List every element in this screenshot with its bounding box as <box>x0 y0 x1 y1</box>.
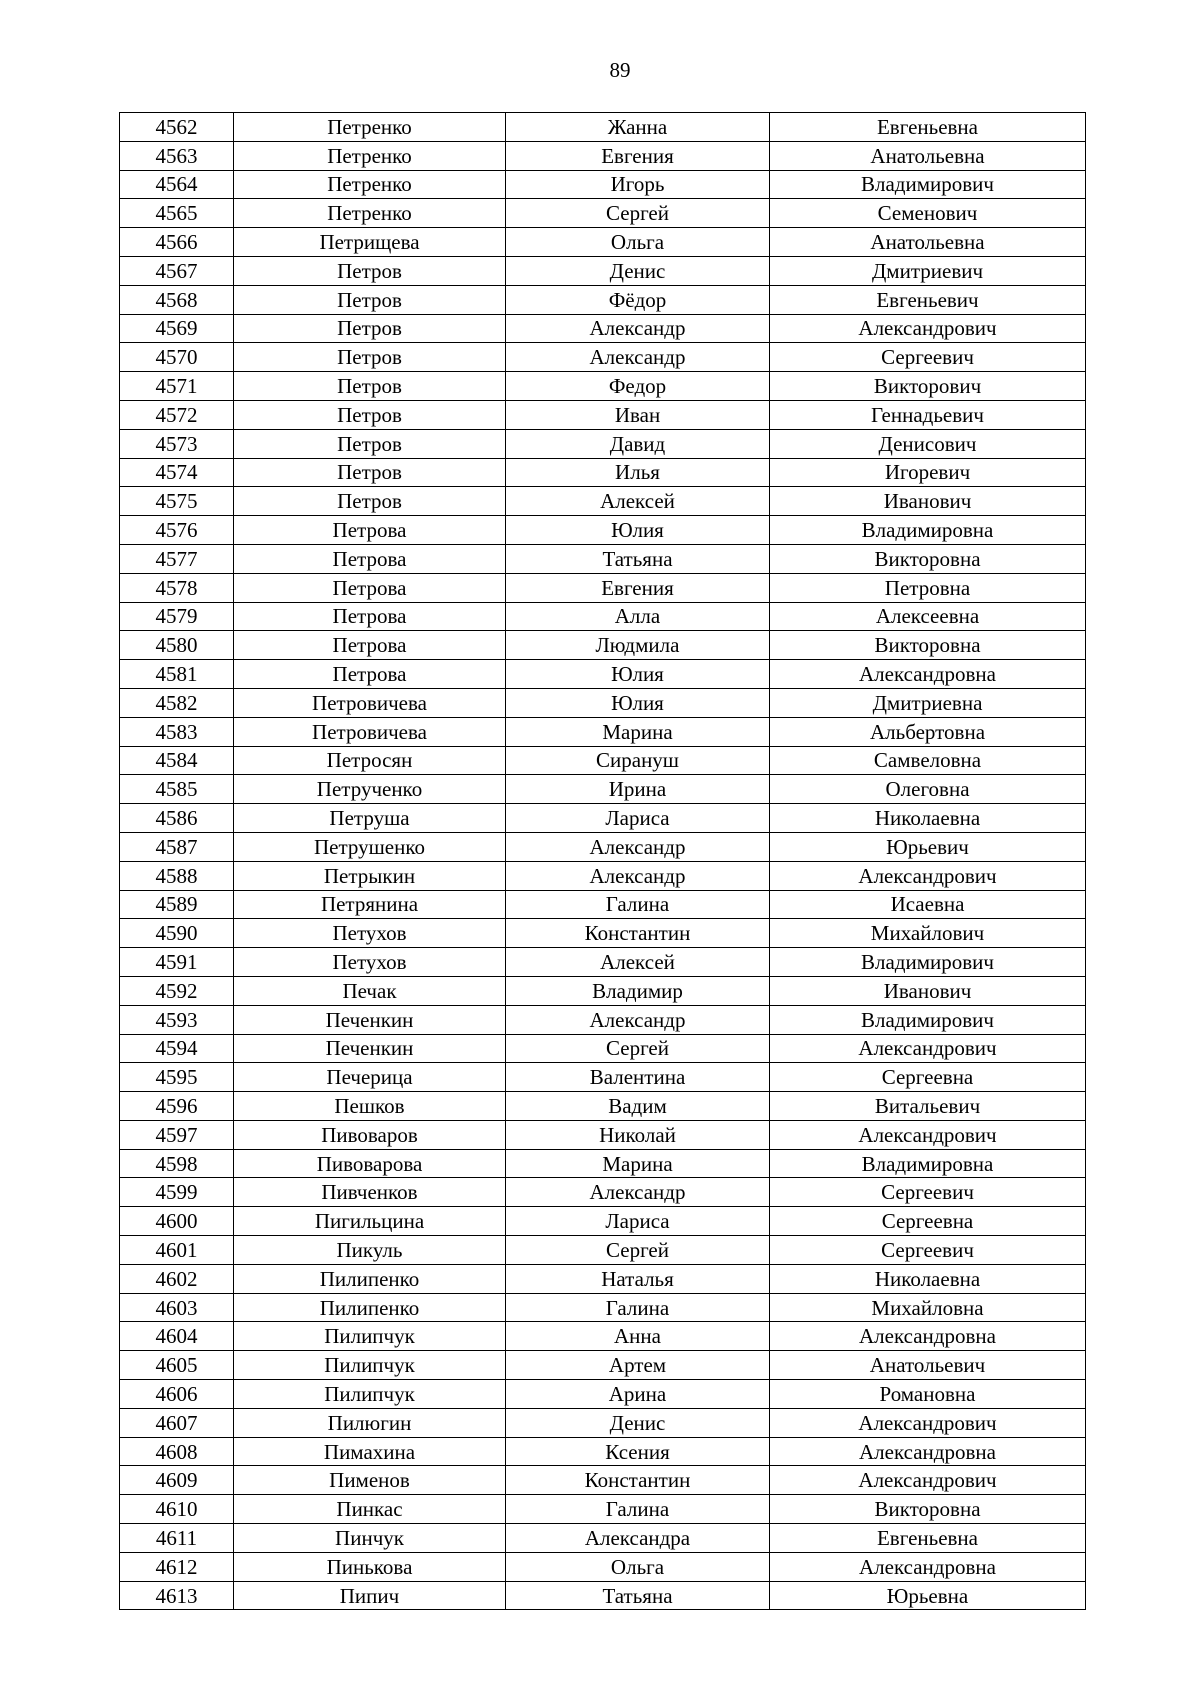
table-row <box>120 717 1086 746</box>
table-row <box>120 429 1086 458</box>
patronymic-cell: Николаевна <box>770 1264 1086 1293</box>
patronymic-cell: Сергеевна <box>770 1207 1086 1236</box>
row-number-cell: 4573 <box>120 429 234 458</box>
first-name-cell: Анна <box>506 1322 770 1351</box>
first-name-cell: Александра <box>506 1524 770 1553</box>
row-number-cell: 4577 <box>120 544 234 573</box>
surname-cell: Петрова <box>234 544 506 573</box>
patronymic-cell: Юрьевна <box>770 1581 1086 1610</box>
patronymic-cell: Викторович <box>770 372 1086 401</box>
surname-cell: Пипич <box>234 1581 506 1610</box>
table-row <box>120 919 1086 948</box>
table-row <box>120 832 1086 861</box>
row-number-cell: 4597 <box>120 1120 234 1149</box>
row-number-cell: 4599 <box>120 1178 234 1207</box>
patronymic-cell: Александровна <box>770 1322 1086 1351</box>
first-name-cell: Галина <box>506 890 770 919</box>
surname-cell: Пилипчук <box>234 1380 506 1409</box>
patronymic-cell: Денисович <box>770 429 1086 458</box>
patronymic-cell: Александрович <box>770 1466 1086 1495</box>
first-name-cell: Ольга <box>506 1552 770 1581</box>
patronymic-cell: Сергеевна <box>770 1063 1086 1092</box>
patronymic-cell: Евгеньевна <box>770 1524 1086 1553</box>
table-row <box>120 1466 1086 1495</box>
table-row <box>120 1322 1086 1351</box>
table-row <box>120 746 1086 775</box>
first-name-cell: Вадим <box>506 1092 770 1121</box>
surname-cell: Петров <box>234 400 506 429</box>
patronymic-cell: Александрович <box>770 314 1086 343</box>
table-row <box>120 602 1086 631</box>
first-name-cell: Людмила <box>506 631 770 660</box>
surname-cell: Петруша <box>234 804 506 833</box>
first-name-cell: Наталья <box>506 1264 770 1293</box>
row-number-cell: 4591 <box>120 948 234 977</box>
first-name-cell: Евгения <box>506 573 770 602</box>
table-row <box>120 1380 1086 1409</box>
surname-cell: Пинкас <box>234 1495 506 1524</box>
patronymic-cell: Викторовна <box>770 544 1086 573</box>
first-name-cell: Александр <box>506 343 770 372</box>
surname-cell: Петровичева <box>234 688 506 717</box>
first-name-cell: Татьяна <box>506 1581 770 1610</box>
first-name-cell: Ксения <box>506 1437 770 1466</box>
surname-cell: Пивоварова <box>234 1149 506 1178</box>
surname-cell: Петренко <box>234 141 506 170</box>
patronymic-cell: Анатольевна <box>770 228 1086 257</box>
patronymic-cell: Николаевна <box>770 804 1086 833</box>
table-row <box>120 199 1086 228</box>
table-row <box>120 1092 1086 1121</box>
first-name-cell: Денис <box>506 1408 770 1437</box>
surname-cell: Пигильцина <box>234 1207 506 1236</box>
first-name-cell: Юлия <box>506 688 770 717</box>
first-name-cell: Александр <box>506 832 770 861</box>
surname-cell: Петров <box>234 487 506 516</box>
surname-cell: Пинчук <box>234 1524 506 1553</box>
patronymic-cell: Михайлович <box>770 919 1086 948</box>
row-number-cell: 4606 <box>120 1380 234 1409</box>
table-row <box>120 660 1086 689</box>
patronymic-cell: Геннадьевич <box>770 400 1086 429</box>
row-number-cell: 4570 <box>120 343 234 372</box>
surname-cell: Пивоваров <box>234 1120 506 1149</box>
table-row <box>120 1264 1086 1293</box>
table-row <box>120 516 1086 545</box>
patronymic-cell: Юрьевич <box>770 832 1086 861</box>
first-name-cell: Юлия <box>506 516 770 545</box>
row-number-cell: 4594 <box>120 1034 234 1063</box>
patronymic-cell: Витальевич <box>770 1092 1086 1121</box>
first-name-cell: Алла <box>506 602 770 631</box>
row-number-cell: 4582 <box>120 688 234 717</box>
table-row <box>120 544 1086 573</box>
table-row <box>120 1524 1086 1553</box>
table-row <box>120 1351 1086 1380</box>
table-row <box>120 487 1086 516</box>
surname-cell: Петрова <box>234 573 506 602</box>
page-number: 89 <box>609 58 631 82</box>
row-number-cell: 4579 <box>120 602 234 631</box>
surname-cell: Петровичева <box>234 717 506 746</box>
table-row <box>120 688 1086 717</box>
patronymic-cell: Евгеньевна <box>770 113 1086 142</box>
row-number-cell: 4593 <box>120 1005 234 1034</box>
table-row <box>120 1207 1086 1236</box>
first-name-cell: Федор <box>506 372 770 401</box>
surname-cell: Печерица <box>234 1063 506 1092</box>
row-number-cell: 4605 <box>120 1351 234 1380</box>
surname-cell: Петрова <box>234 516 506 545</box>
row-number-cell: 4572 <box>120 400 234 429</box>
first-name-cell: Лариса <box>506 804 770 833</box>
surname-cell: Петросян <box>234 746 506 775</box>
first-name-cell: Денис <box>506 256 770 285</box>
surname-cell: Петренко <box>234 170 506 199</box>
first-name-cell: Лариса <box>506 1207 770 1236</box>
surname-cell: Пешков <box>234 1092 506 1121</box>
patronymic-cell: Анатольевич <box>770 1351 1086 1380</box>
surname-cell: Петрова <box>234 631 506 660</box>
row-number-cell: 4578 <box>120 573 234 602</box>
patronymic-cell: Александрович <box>770 861 1086 890</box>
first-name-cell: Сирануш <box>506 746 770 775</box>
first-name-cell: Александр <box>506 314 770 343</box>
surname-cell: Петрыкин <box>234 861 506 890</box>
surname-cell: Пилюгин <box>234 1408 506 1437</box>
patronymic-cell: Дмитриевна <box>770 688 1086 717</box>
row-number-cell: 4592 <box>120 976 234 1005</box>
patronymic-cell: Игоревич <box>770 458 1086 487</box>
table-row <box>120 1552 1086 1581</box>
table-row <box>120 228 1086 257</box>
patronymic-cell: Викторовна <box>770 1495 1086 1524</box>
surname-cell: Пилипчук <box>234 1322 506 1351</box>
row-number-cell: 4601 <box>120 1236 234 1265</box>
table-row <box>120 804 1086 833</box>
surname-cell: Петрова <box>234 660 506 689</box>
table-row <box>120 1293 1086 1322</box>
patronymic-cell: Александровна <box>770 1437 1086 1466</box>
table-row <box>120 1581 1086 1610</box>
table-row <box>120 631 1086 660</box>
first-name-cell: Марина <box>506 1149 770 1178</box>
surname-cell: Пивченков <box>234 1178 506 1207</box>
row-number-cell: 4571 <box>120 372 234 401</box>
first-name-cell: Давид <box>506 429 770 458</box>
surname-cell: Петрищева <box>234 228 506 257</box>
row-number-cell: 4590 <box>120 919 234 948</box>
row-number-cell: 4568 <box>120 285 234 314</box>
patronymic-cell: Альбертовна <box>770 717 1086 746</box>
first-name-cell: Ольга <box>506 228 770 257</box>
first-name-cell: Николай <box>506 1120 770 1149</box>
patronymic-cell: Александрович <box>770 1034 1086 1063</box>
surname-cell: Петрученко <box>234 775 506 804</box>
table-row <box>120 256 1086 285</box>
patronymic-cell: Владимирович <box>770 170 1086 199</box>
surname-cell: Петрянина <box>234 890 506 919</box>
surname-cell: Петров <box>234 429 506 458</box>
patronymic-cell: Владимирович <box>770 948 1086 977</box>
table-row <box>120 1437 1086 1466</box>
patronymic-cell: Александрович <box>770 1120 1086 1149</box>
patronymic-cell: Евгеньевич <box>770 285 1086 314</box>
surname-cell: Петренко <box>234 113 506 142</box>
surname-cell: Петухов <box>234 948 506 977</box>
row-number-cell: 4565 <box>120 199 234 228</box>
table-row <box>120 314 1086 343</box>
table-row <box>120 948 1086 977</box>
row-number-cell: 4574 <box>120 458 234 487</box>
row-number-cell: 4583 <box>120 717 234 746</box>
surname-cell: Пилипенко <box>234 1264 506 1293</box>
surname-cell: Петров <box>234 343 506 372</box>
row-number-cell: 4584 <box>120 746 234 775</box>
patronymic-cell: Сергеевич <box>770 343 1086 372</box>
first-name-cell: Марина <box>506 717 770 746</box>
row-number-cell: 4575 <box>120 487 234 516</box>
table-row <box>120 1120 1086 1149</box>
first-name-cell: Сергей <box>506 1034 770 1063</box>
patronymic-cell: Алексеевна <box>770 602 1086 631</box>
first-name-cell: Илья <box>506 458 770 487</box>
row-number-cell: 4586 <box>120 804 234 833</box>
row-number-cell: 4585 <box>120 775 234 804</box>
row-number-cell: 4566 <box>120 228 234 257</box>
surname-cell: Петрова <box>234 602 506 631</box>
names-table <box>119 112 1086 1610</box>
surname-cell: Петрушенко <box>234 832 506 861</box>
table-row <box>120 458 1086 487</box>
patronymic-cell: Александровна <box>770 1552 1086 1581</box>
table-row <box>120 343 1086 372</box>
patronymic-cell: Семенович <box>770 199 1086 228</box>
first-name-cell: Александр <box>506 1178 770 1207</box>
row-number-cell: 4604 <box>120 1322 234 1351</box>
row-number-cell: 4610 <box>120 1495 234 1524</box>
patronymic-cell: Исаевна <box>770 890 1086 919</box>
surname-cell: Петухов <box>234 919 506 948</box>
first-name-cell: Сергей <box>506 1236 770 1265</box>
surname-cell: Петров <box>234 314 506 343</box>
row-number-cell: 4562 <box>120 113 234 142</box>
row-number-cell: 4612 <box>120 1552 234 1581</box>
first-name-cell: Галина <box>506 1293 770 1322</box>
first-name-cell: Евгения <box>506 141 770 170</box>
row-number-cell: 4581 <box>120 660 234 689</box>
row-number-cell: 4587 <box>120 832 234 861</box>
first-name-cell: Иван <box>506 400 770 429</box>
patronymic-cell: Михайловна <box>770 1293 1086 1322</box>
row-number-cell: 4569 <box>120 314 234 343</box>
row-number-cell: 4564 <box>120 170 234 199</box>
first-name-cell: Александр <box>506 861 770 890</box>
surname-cell: Петров <box>234 285 506 314</box>
first-name-cell: Александр <box>506 1005 770 1034</box>
row-number-cell: 4576 <box>120 516 234 545</box>
first-name-cell: Алексей <box>506 948 770 977</box>
row-number-cell: 4608 <box>120 1437 234 1466</box>
row-number-cell: 4611 <box>120 1524 234 1553</box>
table-row <box>120 285 1086 314</box>
surname-cell: Петров <box>234 458 506 487</box>
surname-cell: Печак <box>234 976 506 1005</box>
first-name-cell: Алексей <box>506 487 770 516</box>
patronymic-cell: Александровна <box>770 660 1086 689</box>
row-number-cell: 4589 <box>120 890 234 919</box>
row-number-cell: 4613 <box>120 1581 234 1610</box>
surname-cell: Петренко <box>234 199 506 228</box>
first-name-cell: Фёдор <box>506 285 770 314</box>
patronymic-cell: Анатольевна <box>770 141 1086 170</box>
surname-cell: Пимахина <box>234 1437 506 1466</box>
table-row <box>120 1063 1086 1092</box>
first-name-cell: Арина <box>506 1380 770 1409</box>
patronymic-cell: Александрович <box>770 1408 1086 1437</box>
table-row <box>120 573 1086 602</box>
first-name-cell: Татьяна <box>506 544 770 573</box>
table-row <box>120 976 1086 1005</box>
table-row <box>120 1005 1086 1034</box>
first-name-cell: Сергей <box>506 199 770 228</box>
table-row <box>120 861 1086 890</box>
first-name-cell: Ирина <box>506 775 770 804</box>
first-name-cell: Жанна <box>506 113 770 142</box>
patronymic-cell: Викторовна <box>770 631 1086 660</box>
surname-cell: Пикуль <box>234 1236 506 1265</box>
row-number-cell: 4596 <box>120 1092 234 1121</box>
first-name-cell: Игорь <box>506 170 770 199</box>
first-name-cell: Владимир <box>506 976 770 1005</box>
row-number-cell: 4602 <box>120 1264 234 1293</box>
surname-cell: Пилипчук <box>234 1351 506 1380</box>
surname-cell: Петров <box>234 372 506 401</box>
surname-cell: Печенкин <box>234 1034 506 1063</box>
names-table-body <box>120 113 1086 1610</box>
table-row <box>120 141 1086 170</box>
patronymic-cell: Самвеловна <box>770 746 1086 775</box>
table-row <box>120 1236 1086 1265</box>
first-name-cell: Константин <box>506 1466 770 1495</box>
patronymic-cell: Петровна <box>770 573 1086 602</box>
patronymic-cell: Владимирович <box>770 1005 1086 1034</box>
row-number-cell: 4603 <box>120 1293 234 1322</box>
first-name-cell: Галина <box>506 1495 770 1524</box>
surname-cell: Пименов <box>234 1466 506 1495</box>
table-row <box>120 400 1086 429</box>
table-row <box>120 1034 1086 1063</box>
surname-cell: Пинькова <box>234 1552 506 1581</box>
table-row <box>120 372 1086 401</box>
patronymic-cell: Романовна <box>770 1380 1086 1409</box>
row-number-cell: 4607 <box>120 1408 234 1437</box>
table-row <box>120 1149 1086 1178</box>
table-row <box>120 1178 1086 1207</box>
patronymic-cell: Дмитриевич <box>770 256 1086 285</box>
table-row <box>120 775 1086 804</box>
patronymic-cell: Иванович <box>770 487 1086 516</box>
surname-cell: Пилипенко <box>234 1293 506 1322</box>
row-number-cell: 4595 <box>120 1063 234 1092</box>
table-row <box>120 113 1086 142</box>
patronymic-cell: Владимировна <box>770 516 1086 545</box>
row-number-cell: 4567 <box>120 256 234 285</box>
patronymic-cell: Владимировна <box>770 1149 1086 1178</box>
row-number-cell: 4600 <box>120 1207 234 1236</box>
table-row <box>120 890 1086 919</box>
patronymic-cell: Иванович <box>770 976 1086 1005</box>
row-number-cell: 4563 <box>120 141 234 170</box>
row-number-cell: 4609 <box>120 1466 234 1495</box>
patronymic-cell: Сергеевич <box>770 1236 1086 1265</box>
table-row <box>120 1408 1086 1437</box>
surname-cell: Печенкин <box>234 1005 506 1034</box>
first-name-cell: Юлия <box>506 660 770 689</box>
table-row <box>120 1495 1086 1524</box>
first-name-cell: Артем <box>506 1351 770 1380</box>
row-number-cell: 4580 <box>120 631 234 660</box>
table-row <box>120 170 1086 199</box>
first-name-cell: Валентина <box>506 1063 770 1092</box>
row-number-cell: 4598 <box>120 1149 234 1178</box>
surname-cell: Петров <box>234 256 506 285</box>
patronymic-cell: Сергеевич <box>770 1178 1086 1207</box>
first-name-cell: Константин <box>506 919 770 948</box>
patronymic-cell: Олеговна <box>770 775 1086 804</box>
row-number-cell: 4588 <box>120 861 234 890</box>
